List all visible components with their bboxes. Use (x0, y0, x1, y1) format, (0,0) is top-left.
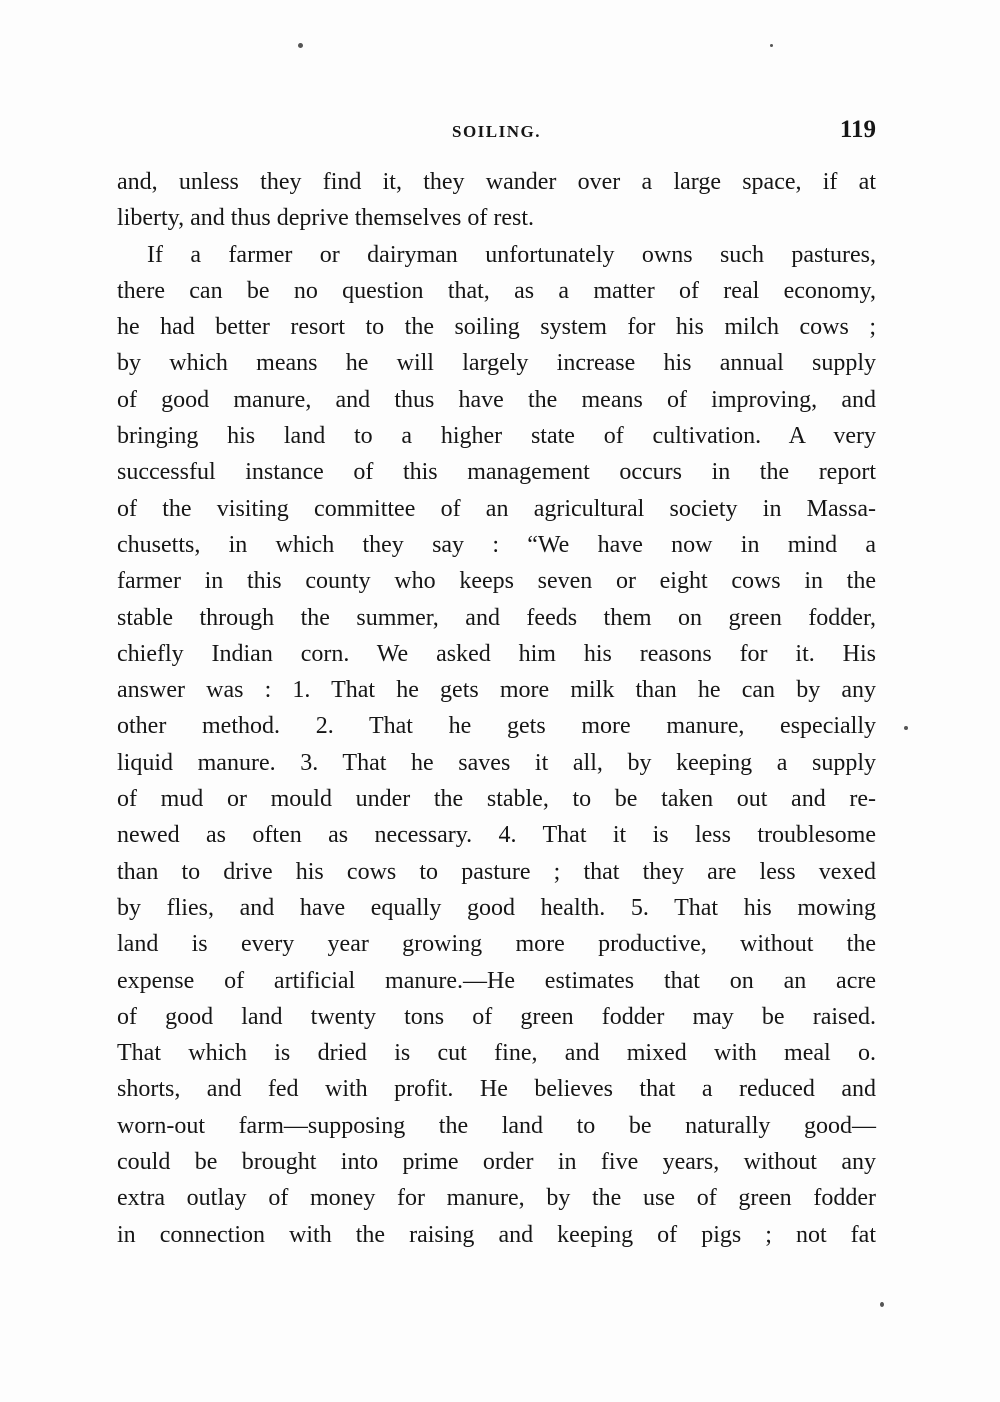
text-line: farmer in this county who keeps seven or eight cows in the (117, 568, 876, 595)
text-line: land is every year growing more productive, without the (117, 931, 876, 958)
text-line: of mud or mould under the stable, to be taken out and re- (117, 786, 876, 813)
page-speck (770, 44, 773, 47)
text-line: extra outlay of money for manure, by the use of green fodder (117, 1185, 876, 1212)
text-line: liquid manure. 3. That he saves it all, by keeping a supply (117, 749, 876, 776)
page-speck (880, 1302, 884, 1307)
text-line: If a farmer or dairyman unfortunately owns such pastures, (147, 241, 876, 268)
text-line: other method. 2. That he gets more manure, especially (117, 713, 876, 740)
text-line: of good manure, and thus have the means of improving, and (117, 386, 876, 413)
text-line: he had better resort to the soiling system for his milch cows ; (117, 314, 876, 341)
text-line: chusetts, in which they say : “We have now in mind a (117, 531, 876, 558)
page-speck (904, 726, 908, 730)
text-line: newed as often as necessary. 4. That it is less troublesome (117, 822, 876, 849)
text-line: That which is dried is cut fine, and mixed with meal o. (117, 1040, 876, 1067)
text-line: chiefly Indian corn. We asked him his reasons for it. His (117, 640, 876, 667)
text-line: and, unless they find it, they wander over a large space, if at (117, 169, 876, 195)
running-title: SOILING. (452, 122, 541, 141)
text-line: of good land twenty tons of green fodder may be raised. (117, 1003, 876, 1030)
text-line: answer was : 1. That he gets more milk than he can by any (117, 677, 876, 704)
text-line: there can be no question that, as a matter of real economy, (117, 277, 876, 304)
running-header (117, 116, 876, 146)
text-line: worn-out farm—supposing the land to be naturally good— (117, 1112, 876, 1139)
text-line: could be brought into prime order in five years, without any (117, 1149, 876, 1176)
text-line: of the visiting committee of an agricultural society in Massa- (117, 495, 876, 522)
text-line: by flies, and have equally good health. 5. That his mowing (117, 894, 876, 921)
body-text (117, 164, 876, 1253)
text-line: shorts, and fed with profit. He believes that a reduced and (117, 1076, 876, 1103)
page-speck (298, 43, 303, 48)
text-line: liberty, and thus deprive themselves of rest. (117, 205, 534, 232)
text-line: by which means he will largely increase his annual supply (117, 350, 876, 377)
page-number: 119 (839, 116, 876, 143)
text-line: bringing his land to a higher state of cultivation. A very (117, 423, 876, 450)
text-line: stable through the summer, and feeds them on green fodder, (117, 604, 876, 631)
text-line: expense of artificial manure.—He estimates that on an acre (117, 967, 876, 994)
text-line: successful instance of this management occurs in the report (117, 459, 876, 486)
text-line: in connection with the raising and keeping of pigs ; not fat (117, 1221, 876, 1248)
text-line: than to drive his cows to pasture ; that they are less vexed (117, 858, 876, 885)
